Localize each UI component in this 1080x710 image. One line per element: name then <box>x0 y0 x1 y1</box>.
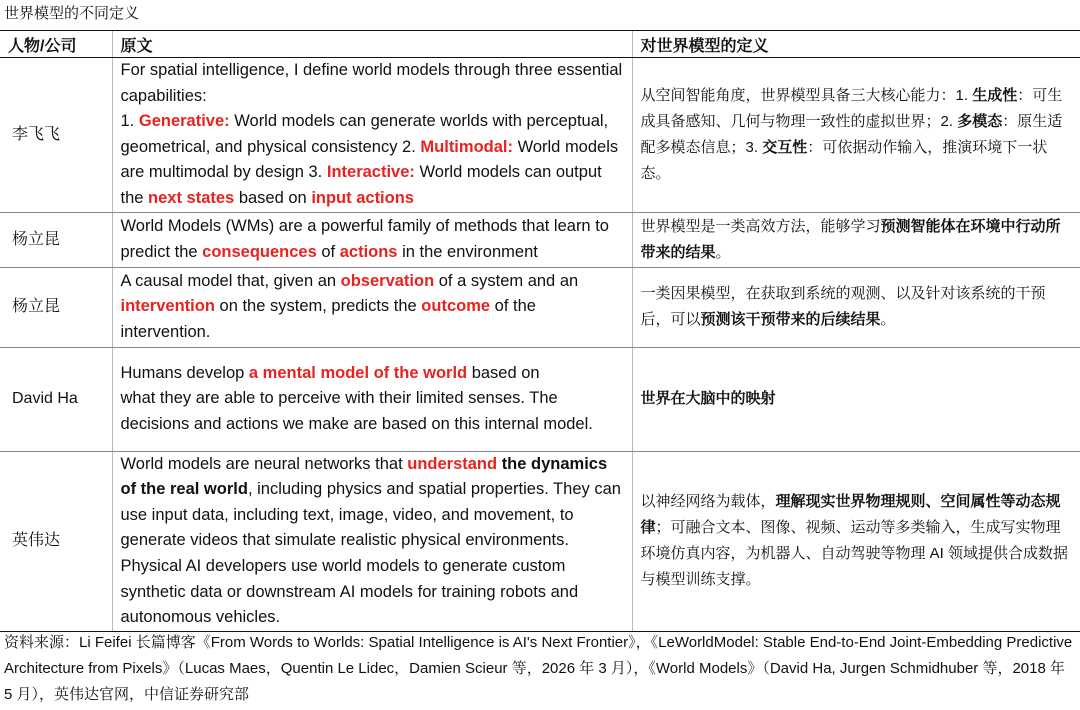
table-header-row <box>0 31 1080 58</box>
bold-term: 交互性 <box>762 138 808 156</box>
person-cell: 英伟达 <box>0 451 112 631</box>
text-segment: , including physics and spatial properties. They can use input data, including text, image, video, and movement, to generate videos that simulate realistic physical environments. Physical AI developers use world models to generate custom synthetic data or downstream AI models for training robots and autonomous vehicles. <box>120 480 621 627</box>
text-segment: For spatial intelligence, I define world models through three essential capabilities: <box>120 61 623 105</box>
highlighted-term: actions <box>339 242 398 261</box>
text-segment: ；可融合文本、图像、视频、运动等多类输入，生成写实物理环境仿真内容，为机器人、自动驾驶等物理 AI 领域提供合成数据与模型训练支撑。 <box>640 519 1069 589</box>
table-caption: 世界模型的不同定义 <box>4 5 140 22</box>
header-original: 原文 <box>112 31 632 58</box>
bold-term: 多模态 <box>957 112 1003 130</box>
highlighted-term: outcome <box>421 297 491 316</box>
original-text-cell <box>112 58 632 213</box>
original-text-cell <box>112 212 632 267</box>
text-segment: ：可生成具备感知、几何与物理一致性的虚拟世界；2. <box>640 86 1063 130</box>
text-segment: World models are multimodal by design 3. <box>120 137 619 182</box>
world-model-definitions-table <box>0 30 1080 632</box>
highlighted-term: Generative: <box>138 112 230 131</box>
table-row <box>0 212 1080 267</box>
highlighted-term: Multimodal: <box>420 137 513 156</box>
text-segment: on the system, predicts the <box>214 297 422 316</box>
bold-term: 预测智能体在环境中行动所带来的结果 <box>640 217 1061 261</box>
person-cell: 李飞飞 <box>0 58 112 213</box>
source-note: 资料来源：Li Feifei 长篇博客《From Words to Worlds: Spatial Intelligence is AI's Next Frontier》，《LeWorldModel: Stable End-to-End Joint-Embedding Predictive Architecture from Pixels》（Lucas Maes，Quentin Le Lidec，Damien Scieur 等，2026 年 3 月），《World Models》（David Ha, Jurgen Schmidhuber 等，2018 年 5 月），英伟达官网，中信证券研究部 <box>4 634 1073 703</box>
text-segment: 世界模型是一类高效方法，能够学习 <box>640 217 881 235</box>
text-segment: World Models (WMs) are a powerful family of methods that learn to predict the <box>120 216 609 261</box>
text-segment: in the environment <box>397 242 538 261</box>
original-text-cell <box>112 451 632 631</box>
highlighted-term: a mental model of the world <box>248 363 468 382</box>
definition-cell <box>632 347 1080 451</box>
text-segment: ：原生适配多模态信息；3. <box>640 112 1063 156</box>
definition-cell <box>632 451 1080 631</box>
header-definition: 对世界模型的定义 <box>632 31 1080 58</box>
bold-term: 预测该干预带来的后续结果 <box>700 311 881 329</box>
table-row <box>0 58 1080 213</box>
text-segment: World models can generate worlds with perceptual, geometrical, and physical consistency 2. <box>120 112 609 156</box>
person-cell: David Ha <box>0 347 112 451</box>
text-segment: A causal model that, given an <box>120 271 341 290</box>
text-segment: 。 <box>715 243 731 261</box>
person-cell: 杨立昆 <box>0 212 112 267</box>
bold-term: the dynamics of the real world <box>120 454 608 499</box>
header-person: 人物/公司 <box>0 31 112 58</box>
highlighted-term: input actions <box>311 188 414 207</box>
bold-term: 世界在大脑中的映射 <box>640 390 776 408</box>
text-segment: based on <box>234 188 312 207</box>
bold-term: 生成性 <box>972 86 1018 104</box>
text-segment: 一类因果模型，在获取到系统的观测、以及针对该系统的干预后，可以 <box>640 285 1046 329</box>
bold-term: 理解现实世界物理规则、空间属性等动态规律 <box>640 493 1061 537</box>
definition-cell <box>632 267 1080 347</box>
highlighted-term: Interactive: <box>326 163 415 182</box>
highlighted-term: next states <box>148 188 235 207</box>
table-row <box>0 451 1080 631</box>
highlighted-term: understand <box>407 454 498 473</box>
text-segment: 1. <box>120 112 139 131</box>
text-segment: based on <box>467 363 540 382</box>
text-segment: Humans develop <box>120 363 249 382</box>
table-row <box>0 347 1080 451</box>
text-segment: 以神经网络为载体， <box>640 493 776 511</box>
text-segment: of the intervention. <box>120 297 536 341</box>
original-text-cell <box>112 347 632 451</box>
text-segment: 。 <box>880 311 896 329</box>
text-segment: of a system and an <box>434 271 579 290</box>
highlighted-term: consequences <box>202 242 317 261</box>
text-segment: World models are neural networks that <box>120 454 408 473</box>
text-segment: of <box>316 242 340 261</box>
highlighted-term: intervention <box>120 297 215 316</box>
definition-cell <box>632 212 1080 267</box>
highlighted-term: observation <box>340 271 435 290</box>
text-segment: 从空间智能角度，世界模型具备三大核心能力：1. <box>640 86 973 104</box>
text-segment: World models can output the <box>120 163 602 207</box>
text-segment: what they are able to perceive with their limited senses. The decisions and actions we make are based on this internal model. <box>120 389 593 433</box>
original-text-cell <box>112 267 632 347</box>
definition-cell <box>632 58 1080 213</box>
text-segment: ：可依据动作输入，推演环境下一状态。 <box>640 138 1048 182</box>
table-row <box>0 267 1080 347</box>
person-cell: 杨立昆 <box>0 267 112 347</box>
